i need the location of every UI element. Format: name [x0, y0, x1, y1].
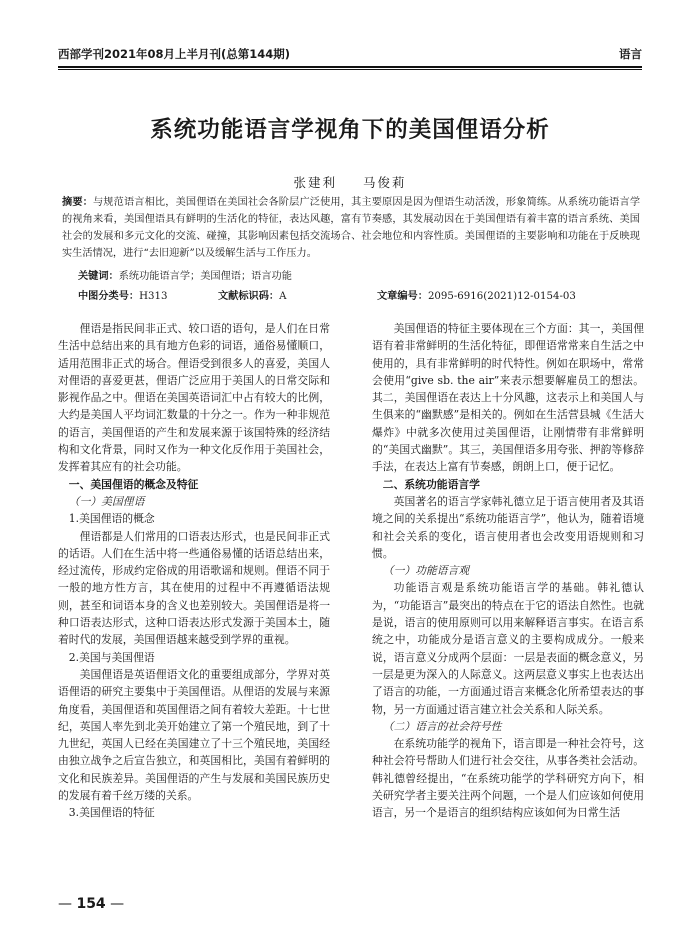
- author-name: 马俊莉: [362, 175, 407, 190]
- keywords-label: 关键词：: [78, 271, 119, 282]
- article-number: 文章编号：2095-6916(2021)12-0154-03: [377, 291, 576, 302]
- subsubsection-heading: 2.美国与美国俚语: [68, 650, 155, 664]
- section-heading: 二、系统功能语言学: [382, 477, 480, 491]
- right-column: [372, 320, 644, 822]
- page-number: 154: [76, 896, 106, 912]
- subsection-heading: （一）功能语言观: [382, 564, 470, 578]
- abstract: [62, 194, 640, 262]
- clc-number: 中图分类号：H313: [78, 291, 168, 302]
- journal-issue: 西部学刊2021年08月上半月刊(总第144期): [58, 47, 291, 61]
- classification-row: [78, 287, 640, 304]
- left-column: [58, 320, 330, 822]
- author-line: [0, 173, 700, 191]
- body-paragraph: 功能语言观是系统功能语言学的基础。韩礼德认为，“功能语言”最突出的特点在于它的语法自然性。也就是说，语言的使用原则可以用来解释语言事实。在语言系统之中，功能成分是语言意义的主要构成成分。一般来说，语言意义分成两个层面：一层是表面的概念意义，另一层是更为深入的人际意义。这两层意义事实上也表达出了语言的功能，一方面通过语言来概念化所希望表达的事物，另一方面通过语言建立社会关系和人际关系。: [372, 581, 644, 716]
- header-rule: [58, 66, 642, 68]
- subsubsection-heading: 3.美国俚语的特征: [68, 806, 155, 820]
- page-footer: — 154 —: [58, 896, 125, 912]
- author-name: 张建利: [293, 175, 337, 190]
- running-header: [58, 46, 642, 64]
- body-paragraph: 美国俚语的特征主要体现在三个方面：其一，美国俚语有着非常鲜明的生活化特征，即俚语常常来自生活之中使用的，具有非常鲜明的时代特性。例如在职场中，常常会使用“give sb. the air”来表示想要解雇员工的想法。其二，美国俚语在表达上十分风趣，这表示上和美国人与生俱来的“幽默感”是相关的。例如在生活营县城《生活大爆炸》中就多次使用过美国俚语，让刚情带有非常鲜明的“美国式幽默”。其三，美国俚语多用夸张、押韵等修辞手法，在表达上富有节奏感，朗朗上口，便于记忆。: [372, 322, 644, 474]
- article-title: 系统功能语言学视角下的美国俚语分析: [150, 117, 550, 143]
- section-heading: 一、美国俚语的概念及特征: [68, 477, 199, 491]
- section-name: 语言: [619, 47, 642, 61]
- body-paragraph: 英国著名的语言学家韩礼德立足于语言使用者及其语境之间的关系提出“系统功能语言学”，他认为，随着语境和社会关系的变化，语言使用者也会改变用语规则和习惯。: [372, 494, 644, 560]
- document-code: 文献标识码：A: [218, 291, 287, 302]
- body-paragraph: 俚语都是人们常用的口语表达形式，也是民间非正式的话语。人们在生活中将一些通俗易懂的话语总结出来，经过流传，形成约定俗成的用语歌谣和规则。俚语不同于一般的地方性方言，其在使用的过程中不再遵循语法规则，甚至和词语本身的含义也差别较大。美国俚语是将一种口语表达形式，这种口语表达形式发源于美国本土，随着时代的发展，美国俚语越来越受到学界的重视。: [58, 529, 330, 647]
- body-paragraph: 美国俚语是英语俚语文化的重要组成部分，学界对英语俚语的研究主要集中于美国俚语。从俚语的发展与来源角度看，美国俚语和英国俚语之间有着较大差距。十七世纪，英国人率先到北美开始建立了第一个殖民地，到了十九世纪，英国人已经在美国建立了十三个殖民地，美国经由独立战争之后宣告独立，和英国相比，美国有着鲜明的文化和民族差异。美国俚语的产生与发展和美国民族历史的发展有着千丝万缕的关系。: [58, 667, 330, 803]
- abstract-text: 与规范语言相比，美国俚语在美国社会各阶层广泛使用，其主要原因是因为俚语生动活泼，形象简练。从系统功能语言学的视角来看，美国俚语具有鲜明的生活化的特征，表达风趣，富有节奏感，其发展动因在于美国俚语有着丰富的语言系统、美国社会的发展和多元文化的交流、碰撞，其影响因素包括交流场合、社会地位和内容性质。美国俚语的主要影响和功能在于反映现实生活情况，进行“去旧迎新”以及缓解生活与工作压力。: [62, 197, 641, 259]
- intro-paragraph: 俚语是指民间非正式、较口语的语句，是人们在日常生活中总结出来的具有地方色彩的词语，通俗易懂顺口，适用范围非正式的场合。俚语受到很多人的喜爱，美国人对俚语的喜爱更甚，俚语广泛应用于美国人的日常交际和影视作品之中。俚语在美国英语词汇中占有较大的比例，大约是美国人平均词汇数量的十分之一。作为一种非规范的语言，美国俚语的产生和发展来源于该国特殊的经济结构和文化背景，同时又作为一种文化反作用于美国社会，发挥着其应有的社会功能。: [58, 322, 330, 474]
- keywords: [78, 268, 640, 285]
- subsubsection-heading: 1.美国俚语的概念: [68, 512, 155, 526]
- header-rule-thin: [58, 69, 642, 70]
- body-paragraph: 在系统功能学的视角下，语言即是一种社会符号，这种社会符号帮助人们进行社会交往，从事各类社会活动。韩礼德曾经提出，“在系统功能学的学科研究方向下，相关研究学者主要关注两个问题，一个是人们应该如何使用语言，另一个是语言的组织结构应该如何为日常生活: [372, 737, 644, 820]
- subsection-heading: （一）美国俚语: [68, 494, 145, 508]
- abstract-label: 摘要：: [62, 197, 93, 208]
- subsection-heading: （二）语言的社会符号性: [382, 719, 502, 733]
- keywords-text: 系统功能语言学；美国俚语；语言功能: [118, 271, 292, 282]
